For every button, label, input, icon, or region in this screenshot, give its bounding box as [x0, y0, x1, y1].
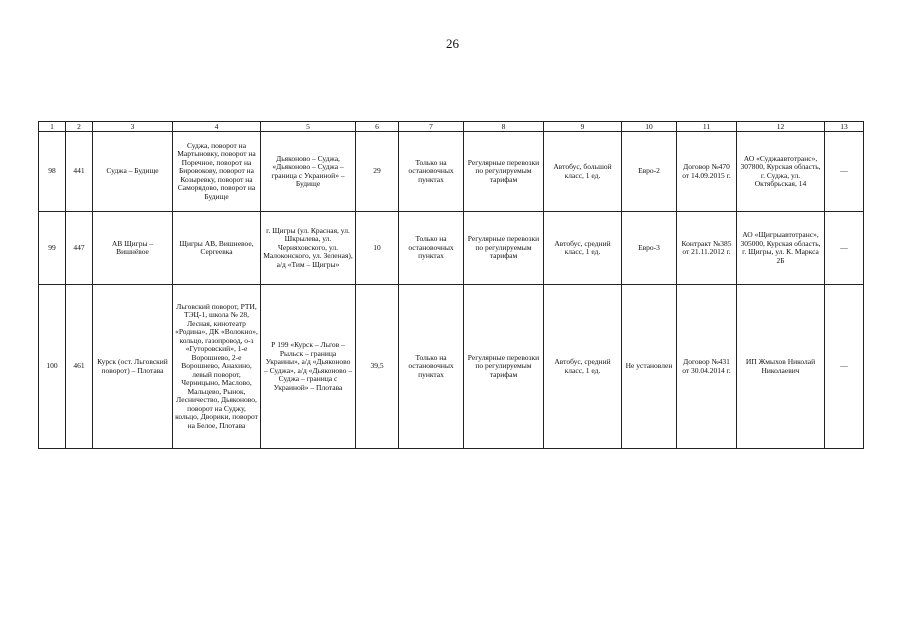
- route-streets: Р 199 «Курск – Льгов – Рыльск – граница Украины», а/д «Дьяконово – Суджа», а/д «Дьяконово – Суджа – граница с Украиной» – Плотава: [261, 285, 356, 449]
- column-header: 8: [464, 122, 544, 132]
- route-length: 10: [356, 212, 399, 285]
- table-row: [39, 212, 864, 285]
- table-row: [39, 132, 864, 212]
- table-header-row: [39, 122, 864, 132]
- page-number: 26: [446, 36, 459, 51]
- route-length: 39,5: [356, 285, 399, 449]
- row-number: 100: [39, 285, 66, 449]
- boarding-order: Только на остановочных пунктах: [399, 285, 464, 449]
- column-header: 5: [261, 122, 356, 132]
- contract: Договор №431 от 30.04.2014 г.: [677, 285, 737, 449]
- column-header: 2: [66, 122, 93, 132]
- note: —: [825, 212, 864, 285]
- route-name: АВ Щигры – Вишнёвое: [93, 212, 173, 285]
- table-row: [39, 285, 864, 449]
- column-header: 11: [677, 122, 737, 132]
- contract: Договор №470 от 14.09.2015 г.: [677, 132, 737, 212]
- route-name: Курск (ост. Льговский поворот) – Плотава: [93, 285, 173, 449]
- boarding-order: Только на остановочных пунктах: [399, 212, 464, 285]
- transport-type: Регулярные перевозки по регулируемым тарифам: [464, 212, 544, 285]
- note: —: [825, 132, 864, 212]
- vehicles: Автобус, средний класс, 1 ед.: [544, 212, 622, 285]
- route-streets: Дьяконово – Суджа, «Дьяконово – Суджа – граница с Украиной» – Будище: [261, 132, 356, 212]
- route-name: Суджа – Будище: [93, 132, 173, 212]
- row-number: 99: [39, 212, 66, 285]
- vehicles: Автобус, большой класс, 1 ед.: [544, 132, 622, 212]
- contract: Контракт №385 от 21.11.2012 г.: [677, 212, 737, 285]
- column-header: 13: [825, 122, 864, 132]
- route-number: 461: [66, 285, 93, 449]
- vehicles: Автобус, средний класс, 1 ед.: [544, 285, 622, 449]
- eco-class: Евро-2: [622, 132, 677, 212]
- route-stops: Щигры АВ, Вишневое, Сергеевка: [173, 212, 261, 285]
- row-number: 98: [39, 132, 66, 212]
- column-header: 3: [93, 122, 173, 132]
- column-header: 9: [544, 122, 622, 132]
- route-stops: Льговский поворот, РТИ, ТЭЦ-1, школа № 28, Лесная, кинотеатр «Родина», ДК «Волокно», кольцо, газопровод, о-з «Гуторовский», 1-е Ворошнево, 2-е Ворошнево, Анахино, левый поворот, Черницыно, Маслово, Мальцево, Рынок, Лесничество, Дьяконово, поворот на Суджу, кольцо, Дворики, поворот на Белое, Плотава: [173, 285, 261, 449]
- routes-table: [38, 121, 864, 449]
- route-stops: Суджа, поворот на Мартыновку, поворот на Поречное, поворот на Бировокову, поворот на Козыревку, поворот на Саморядово, поворот на Будище: [173, 132, 261, 212]
- route-number: 441: [66, 132, 93, 212]
- carrier: АО «Суджаавтотранс», 307800, Курская область, г. Суджа, ул. Октябрьская, 14: [737, 132, 825, 212]
- route-length: 29: [356, 132, 399, 212]
- route-streets: г. Щигры (ул. Красная, ул. Шкрылева, ул. Черняховского, ул. Малоконского, ул. Зеленая), а/д «Тим – Щигры»: [261, 212, 356, 285]
- column-header: 10: [622, 122, 677, 132]
- note: —: [825, 285, 864, 449]
- eco-class: Евро-3: [622, 212, 677, 285]
- carrier: ИП Жмыхов Николай Николаевич: [737, 285, 825, 449]
- column-header: 1: [39, 122, 66, 132]
- column-header: 7: [399, 122, 464, 132]
- transport-type: Регулярные перевозки по регулируемым тарифам: [464, 285, 544, 449]
- route-number: 447: [66, 212, 93, 285]
- column-header: 12: [737, 122, 825, 132]
- carrier: АО «Щигрыавтотранс», 305000, Курская область, г. Щигры, ул. К. Маркса 2Б: [737, 212, 825, 285]
- eco-class: Не установлен: [622, 285, 677, 449]
- transport-type: Регулярные перевозки по регулируемым тарифам: [464, 132, 544, 212]
- column-header: 4: [173, 122, 261, 132]
- column-header: 6: [356, 122, 399, 132]
- boarding-order: Только на остановочных пунктах: [399, 132, 464, 212]
